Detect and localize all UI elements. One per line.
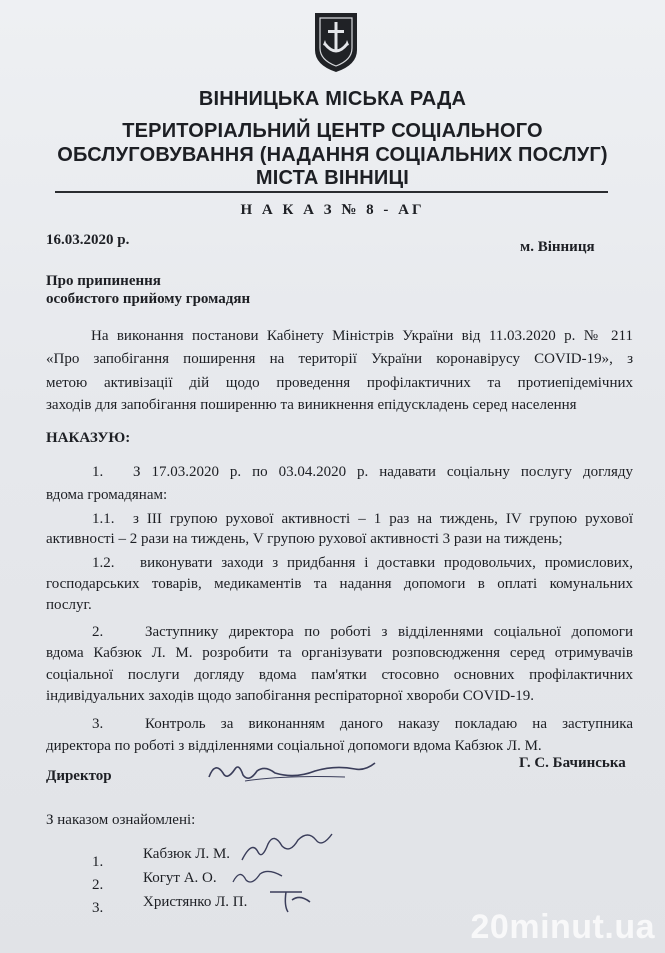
item-1-text: вдома громадянам: [46, 487, 168, 503]
item-1-text: З 17.03.2020 р. по 03.04.2020 р. надавати соціальну послугу догляду [133, 464, 633, 480]
center-name-line1: ТЕРИТОРІАЛЬНИЙ ЦЕНТР СОЦІАЛЬНОГО [122, 120, 543, 142]
item-2-text: соціальної послуги догляду вдома пам'ятки стосовно основних профілактичних [46, 667, 633, 683]
item-2-text: вдома Кабзюк Л. М. розробити та організувати розповсюдження серед отримувачів [46, 645, 633, 661]
city-emblem-icon [312, 10, 360, 74]
acquainted-number: 2. [92, 877, 104, 893]
site-watermark: 20minut.ua [470, 908, 655, 946]
item-1-1-text: активності – 2 рази на тиждень, V групою рухової активності 3 рази на тиждень; [46, 531, 563, 547]
item-1-number: 1. [92, 464, 104, 480]
signature-name: Г. С. Бачинська [519, 755, 626, 771]
item-1-2-text: господарських товарів, медикаментів та надання допомоги в оплаті комунальних [46, 576, 633, 592]
signature-role: Директор [46, 768, 112, 784]
item-2-text: Заступнику директора по роботі з відділеннями соціальної допомоги [145, 624, 633, 640]
orders-heading: НАКАЗУЮ: [46, 430, 131, 446]
item-3-text: Контроль за виконанням даного наказу покладаю на заступника [145, 716, 633, 732]
item-1-1-number: 1.1. [92, 511, 115, 527]
preamble-line: заходів для запобігання поширенню та виникнення епідускладень серед населення [46, 397, 577, 413]
acquainted-heading: З наказом ознайомлені: [46, 812, 196, 828]
preamble-line: На виконання постанови Кабінету Міністрів України від 11.03.2020 р. № 211 [91, 328, 633, 344]
item-1-2-text: послуг. [46, 597, 92, 613]
order-subject-line2: особистого прийому громадян [46, 291, 251, 307]
item-1-2-text: виконувати заходи з придбання і доставки продовольчих, промислових, [140, 555, 633, 571]
order-subject-line1: Про припинення [46, 273, 161, 289]
acquainted-name: Когут А. О. [143, 870, 217, 886]
preamble-line: «Про запобігання поширення на території України коронавірусу COVID-19», з [46, 351, 633, 367]
item-2-text: індивідуальних заходів щодо запобігання респіраторної хвороби COVID-19. [46, 688, 534, 704]
acquainted-signature [266, 882, 316, 916]
item-2-number: 2. [92, 624, 104, 640]
item-3-text: директора по роботі з відділеннями соціальної допомоги вдома Кабзюк Л. М. [46, 738, 542, 754]
council-name: ВІННИЦЬКА МІСЬКА РАДА [198, 88, 467, 110]
header-divider [55, 191, 608, 193]
center-name-line2: ОБСЛУГОВУВАННЯ (НАДАННЯ СОЦІАЛЬНИХ ПОСЛУГ) [57, 144, 608, 166]
order-date: 16.03.2020 р. [46, 232, 130, 248]
director-signature [205, 755, 380, 789]
order-place: м. Вінниця [520, 239, 595, 255]
acquainted-number: 1. [92, 854, 104, 870]
preamble-line: метою активізації дій щодо проведення профілактичних та протиепідемічних [46, 375, 633, 391]
acquainted-name: Христянко Л. П. [143, 894, 248, 910]
acquainted-number: 3. [92, 900, 104, 916]
acquainted-name: Кабзюк Л. М. [143, 846, 231, 862]
acquainted-signature [238, 826, 338, 866]
item-1-2-number: 1.2. [92, 555, 115, 571]
center-name-line3: МІСТА ВІННИЦІ [255, 167, 410, 189]
order-title: Н А К А З № 8 - АГ [240, 202, 425, 218]
item-3-number: 3. [92, 716, 104, 732]
item-1-1-text: з ІІІ групою рухової активності – 1 раз на тиждень, IV групою рухової [133, 511, 633, 527]
